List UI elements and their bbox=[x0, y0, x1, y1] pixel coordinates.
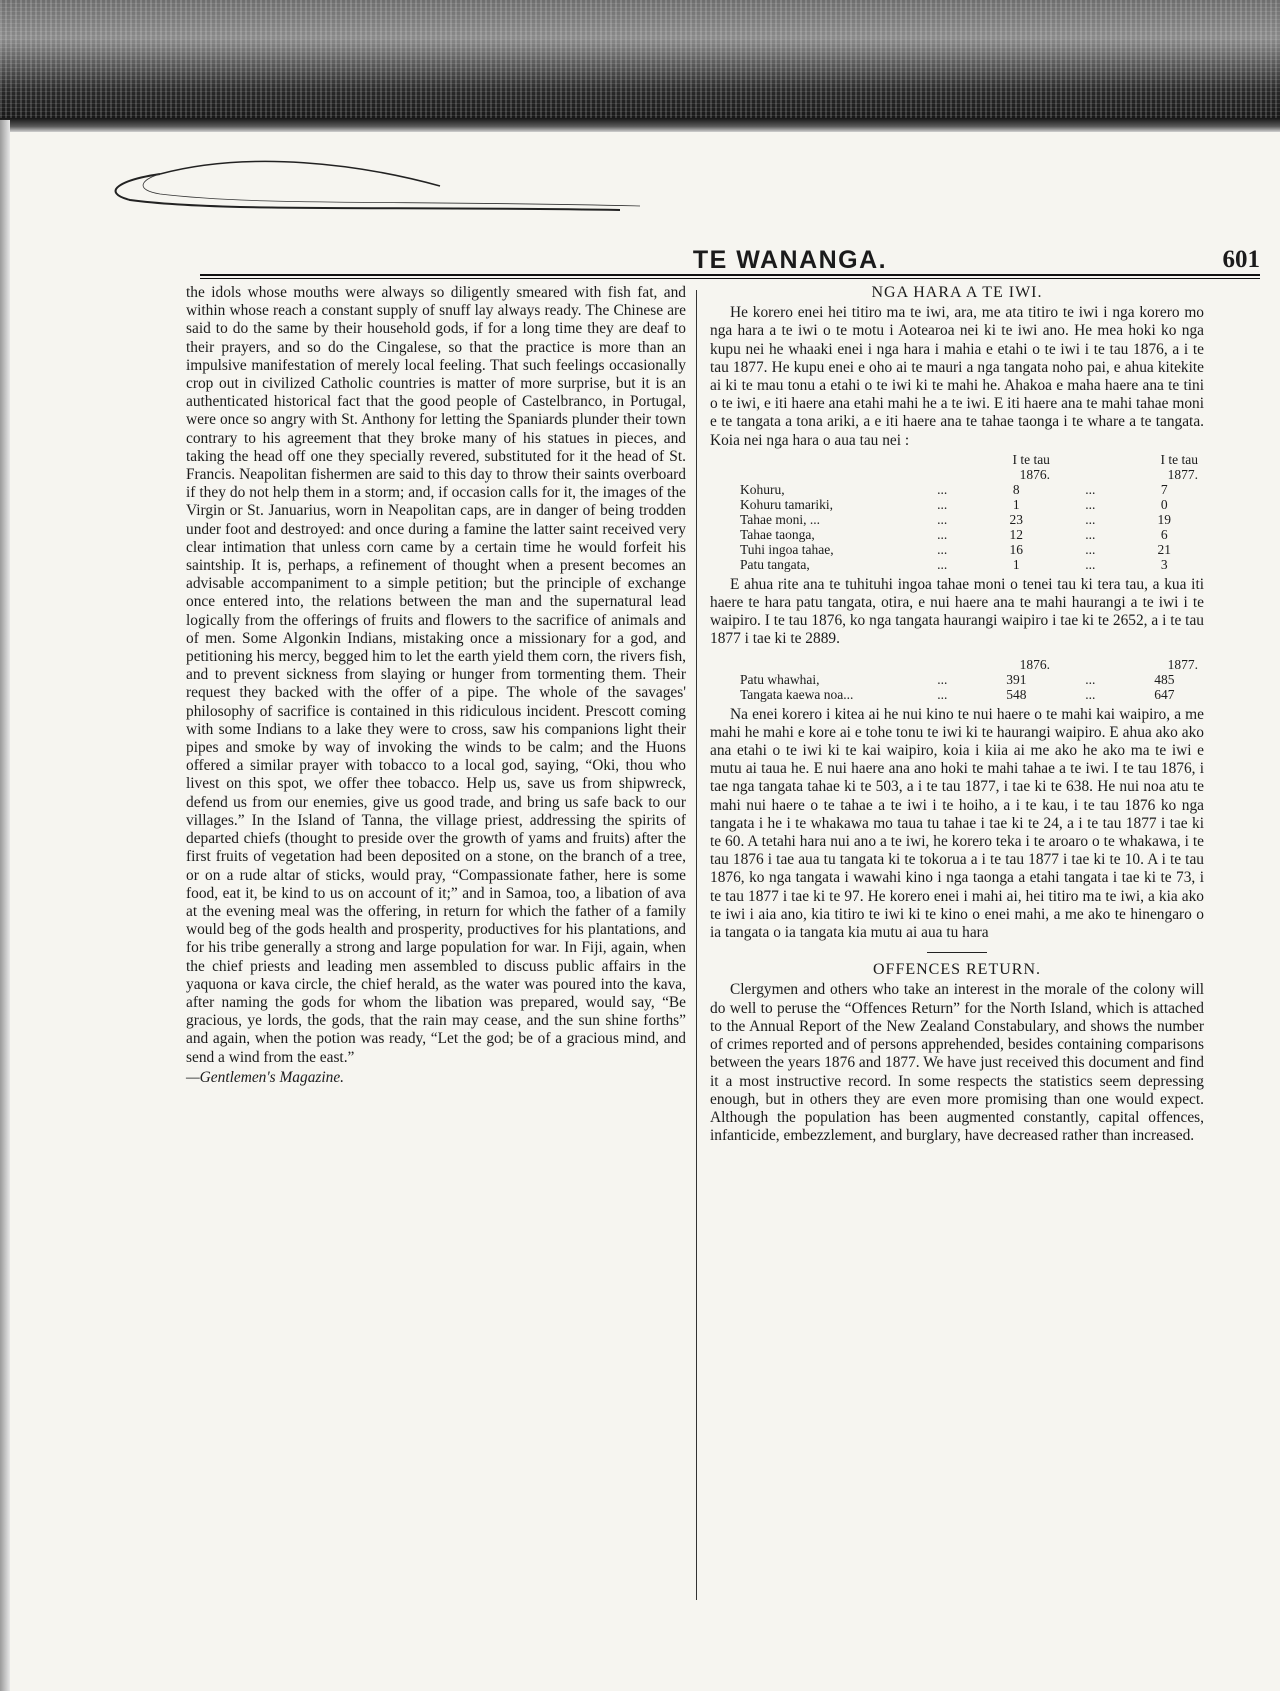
table-row bbox=[710, 527, 1204, 542]
row-label: Patu whawhai, bbox=[740, 671, 820, 687]
row-value-1876: 12 bbox=[1009, 526, 1023, 542]
table-header-row bbox=[710, 657, 1204, 672]
table-header-1877: 1877. bbox=[1167, 656, 1198, 672]
row-dots: ... bbox=[1085, 541, 1096, 557]
right-column bbox=[710, 284, 1204, 1145]
left-column bbox=[186, 284, 686, 1087]
row-dots: ... bbox=[1085, 496, 1096, 512]
row-dots: ... bbox=[937, 496, 948, 512]
masthead-rule-thin bbox=[200, 278, 1260, 279]
row-value-1876: 1 bbox=[1012, 496, 1020, 512]
row-label: Kohuru tamariki, bbox=[740, 496, 833, 512]
row-value-1876: 391 bbox=[1006, 671, 1027, 687]
row-dots: ... bbox=[937, 526, 948, 542]
row-label: Tahae moni, ... bbox=[740, 511, 821, 527]
row-value-1876: 16 bbox=[1009, 541, 1023, 557]
row-value-1877: 485 bbox=[1154, 671, 1175, 687]
table-row bbox=[710, 542, 1204, 557]
row-value-1877: 21 bbox=[1157, 541, 1172, 557]
row-dots: ... bbox=[937, 556, 948, 572]
table-header-1876: I te tau 1876. bbox=[1012, 451, 1050, 482]
row-value-1876: 548 bbox=[1006, 686, 1027, 702]
newspaper-title: TE WANANGA. bbox=[692, 246, 888, 274]
table-row bbox=[710, 687, 1204, 702]
table-header-row bbox=[710, 452, 1204, 482]
scanned-top-band bbox=[0, 0, 1280, 128]
scan-left-edge bbox=[0, 120, 10, 1691]
decorative-swoosh bbox=[100, 150, 660, 220]
paragraph: E ahua rite ana te tuhituhi ingoa tahae moni o tenei tau ki tera tau, a kua iti haere te hara patu tangata, otira, e nui haere ana te mahi haurangi a te iwi i te waipiro. I te tau 1876, ko nga tangata haurangi waipiro i tae ki te 2652, a i te tau 1877 i tae ki te 2889. bbox=[710, 575, 1204, 648]
section-separator bbox=[927, 952, 987, 953]
row-dots: ... bbox=[937, 481, 948, 497]
row-dots: ... bbox=[937, 671, 948, 687]
row-label: Tuhi ingoa tahae, bbox=[740, 541, 834, 557]
row-dots: ... bbox=[937, 541, 948, 557]
row-label: Patu tangata, bbox=[740, 556, 810, 572]
row-label: Tangata kaewa noa... bbox=[740, 686, 854, 702]
row-dots: ... bbox=[1085, 481, 1096, 497]
table-row bbox=[710, 512, 1204, 527]
violence-table-1876-1877 bbox=[710, 657, 1204, 702]
paragraph: He korero enei hei titiro ma te iwi, ara, me ata titiro te iwi i nga korero mo nga hara a te iwi o te motu i Aotearoa nei ki te iwi ano. He mea hoki ko nga kupu nei he whaaki enei i nga hara i mahia e etahi o te iwi i te tau 1876, a i te tau 1877. He kupu enei e oho ai te mauri a nga tangata noho pai, e ahua kitekite ai ki te mau tonu a etahi o te iwi ki te mahi he. Ahakoa e maha haere ana te tini o te iwi, e iti haere ana etahi mahi he a te iwi. E iti haere ana te mahi tahae moni e te tangata a tona ariki, a e iti haere ana te tahae taonga i te whare a te tangata. Koia nei nga hara o aua tau nei : bbox=[710, 304, 1204, 449]
column-divider bbox=[696, 290, 697, 1600]
row-dots: ... bbox=[937, 511, 948, 527]
scan-edge-shadow bbox=[0, 118, 1280, 132]
article-body: the idols whose mouths were always so diligently smeared with fish fat, and within whose reach a constant supply of snuff lay always ready. The Chinese are said to do the same by their household gods, if for a long time they are deaf to their prayers, and so do the Cingalese, so that the practice is more than an impulsive manifestation of merely local feeling. That such feelings occasionally crop out in civilized Catholic countries is matter of more surprise, but it is an authenticated historical fact that the good people of Castelbranco, in Portugal, were once so angry with St. Anthony for letting the Spaniards plunder their town contrary to his agreement that they broke many of his statues in pieces, and taking the head off one they specially revered, substituted for it the head of St. Francis. Neapolitan fishermen are said to this day to throw their saints overboard if they do not help them in a storm; and, if occasion calls for it, the images of the Virgin or St. Januarius, worn in Neapolitan caps, are in danger of being trodden under foot and destroyed: and once during a famine the latter saint received very clear intimation that unless corn came by a certain time he would forfeit his saintship. It is, perhaps, a refinement of thought when a present becomes an advisable accompaniment to a simple petition; but the principle of exchange once entered into, the relations between the man and the supernatural lead logically from the offerings of fruits and flowers to the sacrifice of animals and of men. Some Algonkin Indians, mistaking once a missionary for a god, and petitioning his mercy, begged him to let the earth yield them corn, the rivers fish, and to prevent sickness from slaying or hunger from tormenting them. Their request they backed with the offer of a pipe. The whole of the savages' philosophy of sacrifice is contained in this ridiculous incident. Prescott coming with some Indians to a lake they were to cross, saw his companions light their pipes and smoke by way of invoking the winds to be calm; and the Huons offered a similar prayer with tobacco to a local god, saying, “Oki, thou who livest on this spot, we offer thee tobacco. Help us, save us from shipwreck, defend us from our enemies, give us good trade, and bring us safe back to our villages.” In the Island of Tanna, the village priest, addressing the spirits of departed chiefs (thought to preside over the growth of yams and fruits) after the first fruits of vegetation had been deposited on a stone, on the branch of a tree, or on a rude altar of sticks, would pray, “Compassionate father, here is some food, eat it, be kind to us on account of it;” and in Samoa, too, a libation of ava at the evening meal was the offering, in return for which the father of a family would beg of the gods health and prosperity, productives for his plantations, and for his tribe generally a strong and large population for war. In Fiji, again, when the chief priests and leading men assembled to discuss public affairs in the yaquona or kava circle, the chief herald, as the water was poured into the kava, after naming the gods for whom the libation was prepared, would say, “Be gracious, ye lords, the gods, that the rain may cease, and the sun shine forths” and again, when the potion was ready, “Let the god; be of a gracious mind, and send a wind from the east.” bbox=[186, 284, 686, 1066]
row-value-1876: 1 bbox=[1012, 556, 1020, 572]
article-source: —Gentlemen's Magazine. bbox=[186, 1068, 345, 1086]
section-heading-offences-return: OFFENCES RETURN. bbox=[872, 961, 1042, 979]
row-label: Kohuru, bbox=[740, 481, 785, 497]
row-label: Tahae taonga, bbox=[740, 526, 815, 542]
table-header-1876: 1876. bbox=[1019, 656, 1050, 672]
section-heading-nga-hara: NGA HARA A TE IWI. bbox=[871, 284, 1043, 301]
row-dots: ... bbox=[937, 686, 948, 702]
row-value-1877: 647 bbox=[1154, 686, 1175, 702]
row-dots: ... bbox=[1085, 511, 1096, 527]
row-value-1877: 0 bbox=[1160, 496, 1168, 512]
page-number: 601 bbox=[1222, 246, 1260, 273]
row-value-1877: 7 bbox=[1160, 481, 1168, 497]
row-value-1877: 19 bbox=[1157, 511, 1172, 527]
table-row bbox=[710, 497, 1204, 512]
row-dots: ... bbox=[1085, 671, 1096, 687]
row-value-1876: 23 bbox=[1009, 511, 1023, 527]
paragraph: Clergymen and others who take an interest in the morale of the colony will do well to peruse the “Offences Return” for the North Island, which is attached to the Annual Report of the New Zealand Constabulary, and shows the number of crimes reported and of persons apprehended, besides containing comparisons between the years 1876 and 1877. We have just received this document and find it a most instructive record. In some respects the statistics seem depressing enough, but in others they are even more promising than one would expect. Although the population has been augmented constantly, capital offences, infanticide, embezzlement, and burglary, have decreased rather than increased. bbox=[710, 981, 1204, 1145]
masthead-rule-thick bbox=[200, 274, 1260, 276]
table-row bbox=[710, 557, 1204, 572]
table-row bbox=[710, 672, 1204, 687]
paragraph: Na enei korero i kitea ai he nui kino te nui haere o te mahi kai waipiro, a me mahi he mahi e kore ai e tohe tonu te iwi ki te haurangi waipiro. E ahua ako ako ana etahi o te iwi ki te kai waipiro, koia i kiia ai me ako he ako ma te iwi e mutu ai taua he. E nui haere ana ano hoki te mahi tahae a te iwi. I te tau 1876, i tae nga tangata tahae ki te 503, a i te tau 1877, i tae ki te 638. He nui noa atu te mahi nui haere o te tahae a te iwi i te hoiho, a i te kau, i te tau 1876 ko nga tangata i he i te whakawa mo taua tu tahae i tae ki te 24, a i te tau 1877 i tae ki te 60. A tetahi hara nui ano a te iwi, he korero teka i te aroaro o te whakawa, i te tau 1876 i tae aua tu tangata ki te tokorua a i te tau 1877 i tae ki te 10. A i te tau 1876, ko nga tangata i wawahi kino i nga taonga a etahi tangata i tae ki te 73, i te tau 1877 i tae ki te 97. He korero enei i mahi ai, hei titiro ma te iwi, a kia ako te iwi i aia ano, kia titiro te iwi ki te kino o enei mahi, a me ako te hinengaro o ia tangata o ia tangata kia mutu ai aua tu hara bbox=[710, 705, 1204, 942]
table-header-1877: I te tau 1877. bbox=[1160, 451, 1198, 482]
masthead bbox=[200, 248, 1260, 278]
row-value-1876: 8 bbox=[1012, 481, 1020, 497]
row-value-1877: 3 bbox=[1160, 556, 1168, 572]
row-value-1877: 6 bbox=[1160, 526, 1168, 542]
row-dots: ... bbox=[1085, 686, 1096, 702]
row-dots: ... bbox=[1085, 526, 1096, 542]
row-dots: ... bbox=[1085, 556, 1096, 572]
crime-table-1876-1877 bbox=[710, 452, 1204, 572]
table-row bbox=[710, 482, 1204, 497]
